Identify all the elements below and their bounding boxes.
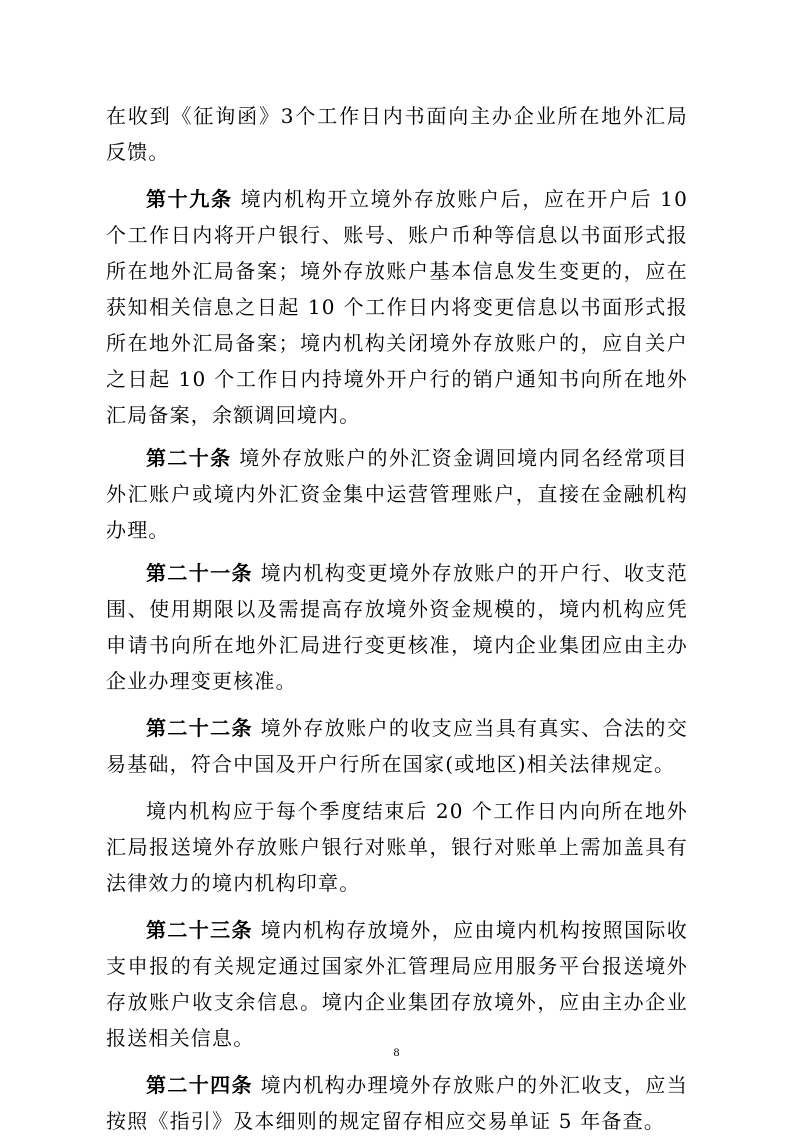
article-text: 境外存放账户的外汇资金调回境内同名经常项目外汇账户或境内外汇资金集中运营管理账户，直接在金融机构办理。 [106,446,688,542]
article-heading: 第十九条 [146,187,233,211]
article-text: 境内机构存放境外，应由境内机构按照国际收支申报的有关规定通过国家外汇管理局应用服务平台报送境外存放账户收支余信息。境内企业集团存放境外，应由主办企业报送相关信息。 [106,918,688,1050]
article-text: 境内机构办理境外存放账户的外汇收支，应当按照《指引》及本细则的规定留存相应交易单证 5 年备查。 [106,1073,688,1133]
article-24 [106,1067,688,1139]
article-heading: 第二十条 [146,446,232,470]
article-heading: 第二十一条 [146,561,253,585]
article-heading: 第二十二条 [146,716,253,740]
paragraph-text: 在收到《征询函》3个工作日内书面向主办企业所在地外汇局反馈。 [106,104,688,164]
article-22 [106,710,688,782]
article-20 [106,440,688,548]
article-22-paragraph-2 [106,793,688,901]
article-text: 境内机构变更境外存放账户的开户行、收支范围、使用期限以及需提高存放境外资金规模的，境内机构应凭申请书向所在地外汇局进行变更核准，境内企业集团应由主办企业办理变更核准。 [106,561,688,693]
paragraph-text: 境内机构应于每个季度结束后 20 个工作日内向所在地外汇局报送境外存放账户银行对账单，银行对账单上需加盖具有法律效力的境内机构印章。 [106,799,688,895]
article-text: 境内机构开立境外存放账户后，应在开户后 10 个工作日内将开户银行、账号、账户币种等信息以书面形式报所在地外汇局备案；境外存放账户基本信息发生变更的，应在获知相关信息之日起 10 个工作日内将变更信息以书面形式报所在地外汇局备案；境内机构关闭境外存放账户的，应自关户之日起 10 个工作日内持境外开户行的销户通知书向所在地外汇局备案，余额调回境内。 [106,187,688,427]
page-number: 8 [393,1045,400,1059]
article-text: 境外存放账户的收支应当具有真实、合法的交易基础，符合中国及开户行所在国家(或地区)相关法律规定。 [106,716,688,776]
article-19 [106,181,688,433]
article-21 [106,555,688,699]
paragraph-continuation [106,98,688,170]
article-heading: 第二十四条 [146,1073,253,1097]
document-body [106,98,688,1146]
article-heading: 第二十三条 [146,918,253,942]
article-23 [106,912,688,1056]
